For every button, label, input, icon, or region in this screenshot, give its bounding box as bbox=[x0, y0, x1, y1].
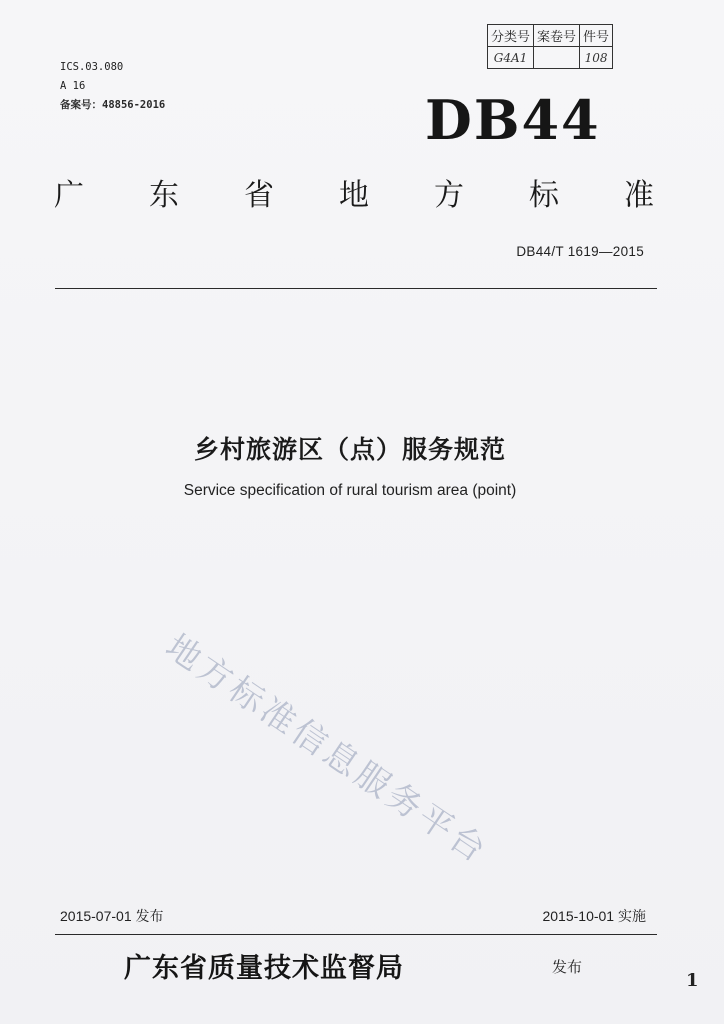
title-chinese: 乡村旅游区（点）服务规范 bbox=[193, 435, 506, 464]
standard-type-char: 标 bbox=[529, 178, 559, 213]
record-number: 备案号：48856-2016 bbox=[60, 99, 166, 111]
standard-type-char: 东 bbox=[149, 178, 179, 213]
stamp-value-item: 108 bbox=[580, 47, 613, 69]
stamp-value-category: G4A1 bbox=[488, 47, 534, 69]
stamp-value-file bbox=[534, 47, 580, 69]
standard-type-char: 准 bbox=[624, 178, 654, 213]
standard-type-char: 省 bbox=[244, 178, 274, 213]
stamp-header-category: 分类号 bbox=[488, 25, 534, 47]
stamp-header-file: 案卷号 bbox=[534, 25, 580, 47]
standard-number: DB44/T 1619—2015 bbox=[516, 244, 644, 259]
top-divider bbox=[55, 288, 657, 289]
archive-stamp-table bbox=[487, 24, 613, 69]
ccs-code: A 16 bbox=[60, 80, 86, 92]
title-english: Service specification of rural tourism area (point) bbox=[183, 482, 517, 499]
implementation-date: 2015-10-01 实施 bbox=[542, 908, 646, 924]
stamp-value-row bbox=[488, 47, 613, 69]
issue-date: 2015-07-01 发布 bbox=[60, 908, 164, 924]
bottom-divider bbox=[55, 934, 657, 935]
stamp-header-row bbox=[488, 25, 613, 47]
classification-codes bbox=[60, 58, 165, 115]
ics-code: ICS.03.080 bbox=[60, 61, 124, 73]
issue-label: 发布 bbox=[552, 958, 583, 976]
page-number: 1 bbox=[686, 970, 699, 991]
standard-type-char: 广 bbox=[54, 178, 84, 213]
standard-type-char: 地 bbox=[339, 178, 369, 213]
issuing-authority: 广东省质量技术监督局 bbox=[124, 953, 404, 984]
stamp-header-item: 件号 bbox=[580, 25, 613, 47]
watermark: 地方标准信息服务平台 bbox=[158, 626, 496, 873]
standard-type-char: 方 bbox=[434, 178, 464, 213]
standard-type-heading bbox=[54, 170, 654, 214]
standard-code: DB44 bbox=[425, 88, 601, 152]
